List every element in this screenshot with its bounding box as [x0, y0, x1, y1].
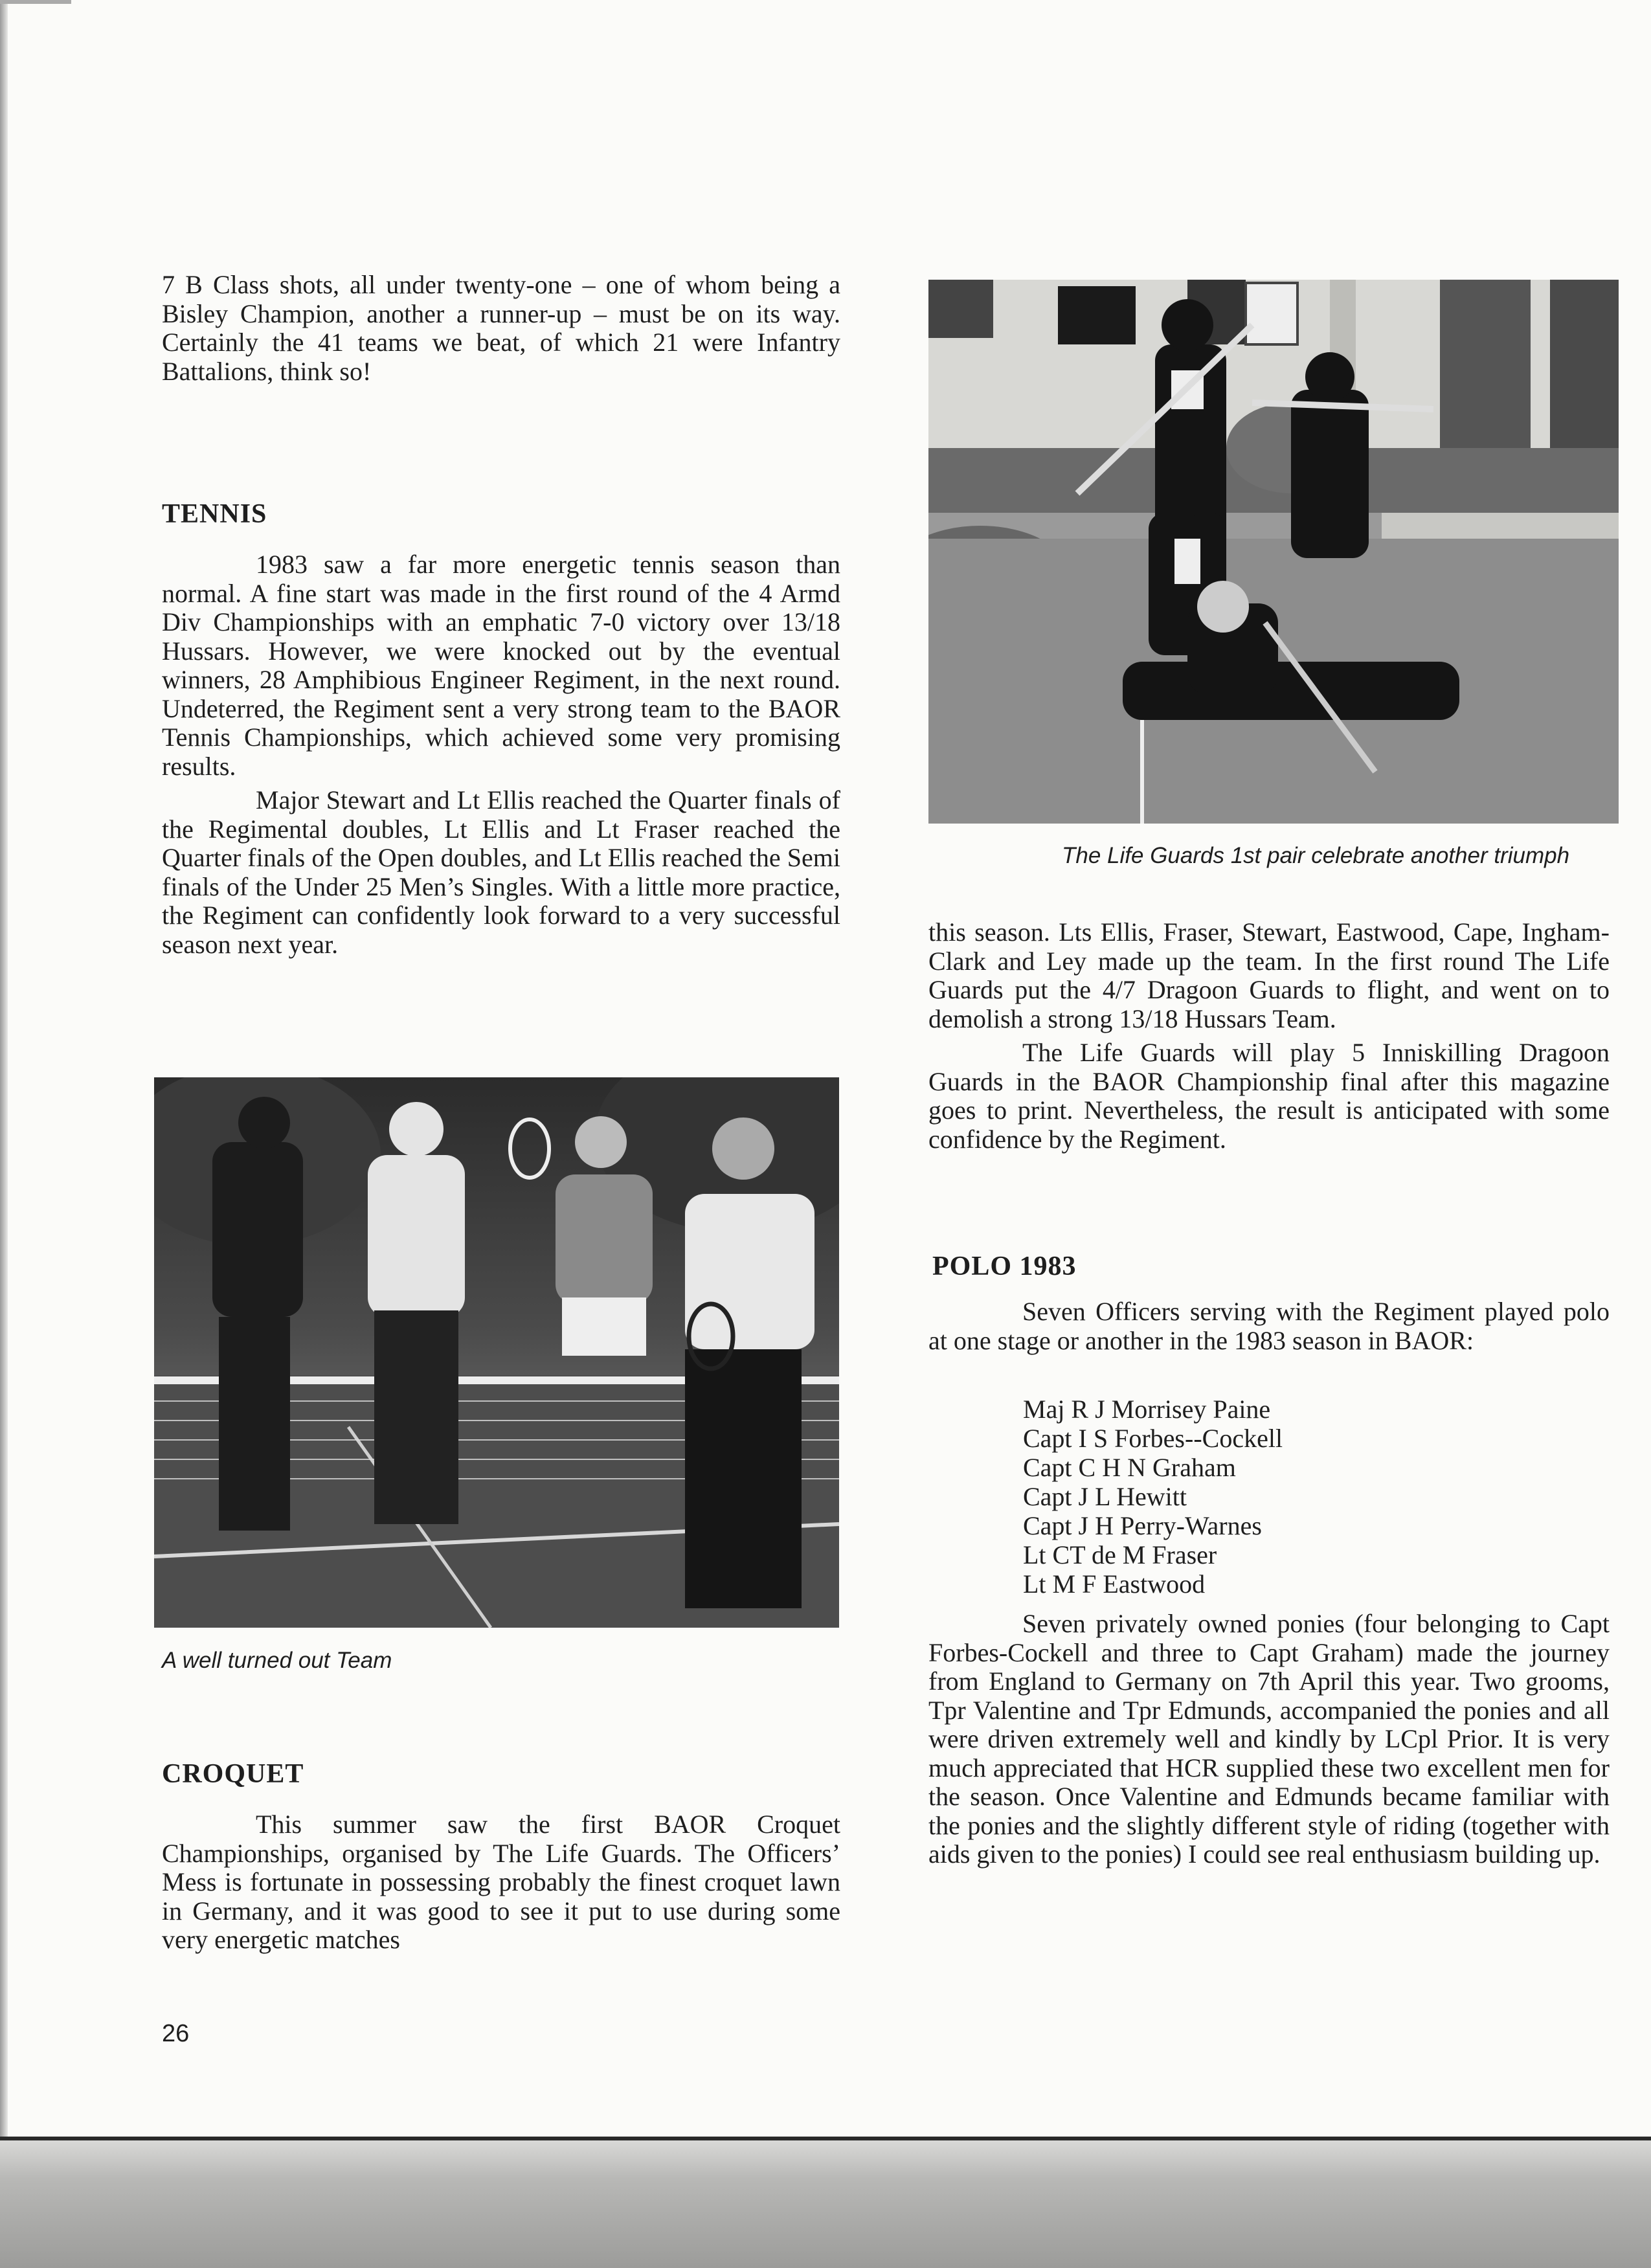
tennis-text [162, 550, 840, 959]
polo-paragraph-1: Seven Officers serving with the Regiment played polo at one stage or another in the 1983 season in BAOR: [928, 1297, 1610, 1355]
polo-paragraph-2: Seven privately owned ponies (four belonging to Capt Forbes-Cockell and three to Capt Graham) made the journey from England to Germany on 7th April this year. Two grooms, Tpr Valentine and Tpr Edmunds, accompanied the ponies and all were driven extremely well and kindly by LCpl Prior. It is very much appreciated that HCR supplied these two excellent men for the season. Once Valentine and Edmunds became familiar with the ponies and the slightly different style of riding (together with aids given to the ponies) I could see real enthusiasm building up. [928, 1609, 1610, 1869]
tennis-heading: TENNIS [162, 499, 267, 529]
scan-bottom-shadow [0, 2140, 1651, 2268]
polo-officer: Maj R J Morrisey Paine [1023, 1395, 1271, 1424]
tennis-photo-caption: A well turned out Team [162, 1648, 392, 1673]
croquet-continued-text [928, 918, 1610, 1154]
croquet-text [162, 1810, 840, 1955]
polo-officer: Capt J L Hewitt [1023, 1482, 1187, 1511]
croquet-team-photo [928, 280, 1619, 824]
polo-intro-text [928, 1297, 1610, 1355]
croquet-continued-paragraph-1: this season. Lts Ellis, Fraser, Stewart, Eastwood, Cape, Ingham-Clark and Ley made up the team. In the first round The Life Guards put the 4/7 Dragoon Guards to flight, and went on to demolish a strong 13/18 Hussars Team. [928, 917, 1610, 1033]
page-corner-mark [0, 0, 71, 4]
page-number: 26 [162, 2020, 190, 2047]
croquet-paragraph-1: This summer saw the first BAOR Croquet Championships, organised by The Life Guards. The Officers’ Mess is fortunate in possessing probably the finest croquet lawn in Germany, and it was good to see it put to use during some very energetic matches [162, 1810, 840, 1954]
polo-officer: Capt C H N Graham [1023, 1453, 1236, 1482]
croquet-heading: CROQUET [162, 1759, 304, 1789]
polo-officer: Lt CT de M Fraser [1023, 1540, 1217, 1569]
intro-paragraph: 7 B Class shots, all under twenty-one – one of whom being a Bisley Champion, another a runner-up – must be on its way. Certainly the 41 teams we beat, of which 21 were Infantry Battalions, think so! [162, 270, 840, 386]
tennis-team-photo [154, 1077, 839, 1628]
croquet-photo-caption: The Life Guards 1st pair celebrate another triumph [1062, 843, 1570, 868]
intro-paragraph-block [162, 271, 840, 386]
tennis-paragraph-1: 1983 saw a far more energetic tennis season than normal. A fine start was made in the first round of the 4 Armd Div Championships with an emphatic 7-0 victory over 13/18 Hussars. However, we were knocked out by the eventual winners, 28 Amphibious Engineer Regiment, in the next round. Undeterred, the Regiment sent a very strong team to the BAOR Tennis Championships, which achieved some very promising results. [162, 550, 840, 781]
polo-ponies-text [928, 1610, 1610, 1869]
tennis-paragraph-2: Major Stewart and Lt Ellis reached the Quarter finals of the Regimental doubles, Lt Ellis and Lt Fraser reached the Quarter finals of the Open doubles, and Lt Ellis reached the Semi finals of the Under 25 Men’s Singles. With a little more practice, the Regiment can confidently look forward to a very successful season next year. [162, 785, 840, 959]
polo-heading: POLO 1983 [932, 1252, 1077, 1281]
page-binding-edge [0, 0, 8, 2268]
croquet-continued-paragraph-2: The Life Guards will play 5 Inniskilling Dragoon Guards in the BAOR Championship final after this magazine goes to print. Nevertheless, the result is anticipated with some confidence by the Regiment. [928, 1038, 1610, 1154]
polo-officer: Capt I S Forbes--Cockell [1023, 1424, 1283, 1453]
polo-officer: Capt J H Perry-Warnes [1023, 1511, 1262, 1540]
polo-officer: Lt M F Eastwood [1023, 1569, 1206, 1599]
polo-officer-list [1023, 1395, 1283, 1599]
